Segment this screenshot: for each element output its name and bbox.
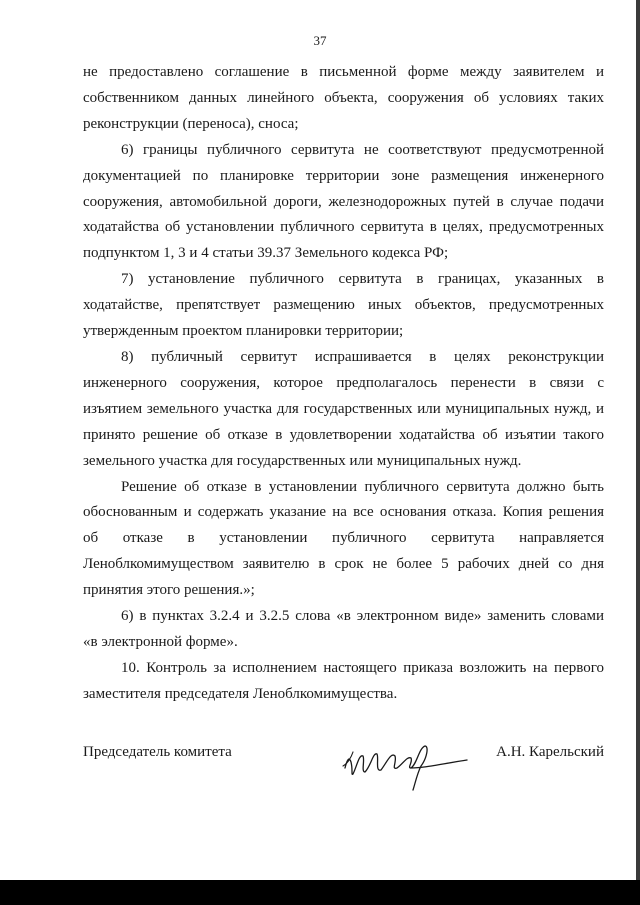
paragraph [83, 60, 604, 138]
text-line: земельного участка для государственных или муниципальных нужд. [83, 452, 522, 469]
paragraph [83, 267, 604, 345]
text-line: 6) в пунктах 3.2.4 и 3.2.5 слова «в электронном виде» заменить словами [121, 608, 604, 625]
paragraph [83, 604, 604, 656]
paragraph [83, 345, 604, 475]
text-line: принято решение об отказе в удовлетворении ходатайства об изъятии такого [83, 426, 604, 443]
text-line: реконструкции (переноса), сноса; [83, 115, 299, 132]
text-line: 6) границы публичного сервитута не соответствуют предусмотренной [121, 141, 604, 158]
text-line: об отказе в установлении публичного сервитута направляется [83, 530, 604, 547]
text-line: обоснованным и содержать указание на все основания отказа. Копия решения [83, 504, 604, 521]
signer-title: Председатель комитета [83, 744, 232, 760]
text-line: подпунктом 1, 3 и 4 статьи 39.37 Земельного кодекса РФ; [83, 245, 449, 262]
paragraph [83, 656, 604, 708]
signer-name: А.Н. Карельский [496, 744, 604, 760]
text-line: принятия этого решения.»; [83, 582, 255, 599]
text-line: изъятием земельного участка для государственных или муниципальных нужд, и [83, 400, 604, 417]
text-line: сооружения, автомобильной дороги, железнодорожных путей в случае подачи [83, 193, 604, 210]
handwritten-signature [341, 738, 471, 796]
text-line: Решение об отказе в установлении публичного сервитута должно быть [121, 478, 604, 495]
text-line: собственником данных линейного объекта, сооружения об условиях таких [83, 89, 604, 106]
text-line: ходатайства об установлении публичного сервитута в целях, предусмотренных [83, 219, 604, 236]
text-line: 10. Контроль за исполнением настоящего приказа возложить на первого [121, 659, 604, 676]
text-line: 7) установление публичного сервитута в границах, указанных в [121, 271, 604, 288]
text-line: ходатайстве, препятствует размещению иных объектов, предусмотренных [83, 297, 604, 314]
text-line: инженерного сооружения, которое предполагалось перенести в связи с [83, 374, 604, 391]
page-number: 37 [313, 33, 327, 48]
text-line: 8) публичный сервитут испрашивается в целях реконструкции [121, 348, 604, 365]
text-line: документацией по планировке территории зоне размещения инженерного [83, 167, 604, 184]
text-line: не предоставлено соглашение в письменной форме между заявителем и [83, 64, 604, 80]
document-body [83, 60, 604, 708]
text-line: утвержденным проектом планировки территории; [83, 323, 404, 340]
paragraph [83, 138, 604, 268]
paragraph [83, 475, 604, 605]
signature-block [83, 738, 604, 798]
scan-bottom-border [0, 880, 640, 905]
scan-edge-shadow [636, 0, 640, 880]
text-line: заместителя председателя Леноблкомимущества. [83, 685, 398, 702]
text-line: «в электронной форме». [83, 633, 238, 650]
text-line: Леноблкомимуществом заявителю в срок не более 5 рабочих дней со дня [83, 556, 604, 573]
